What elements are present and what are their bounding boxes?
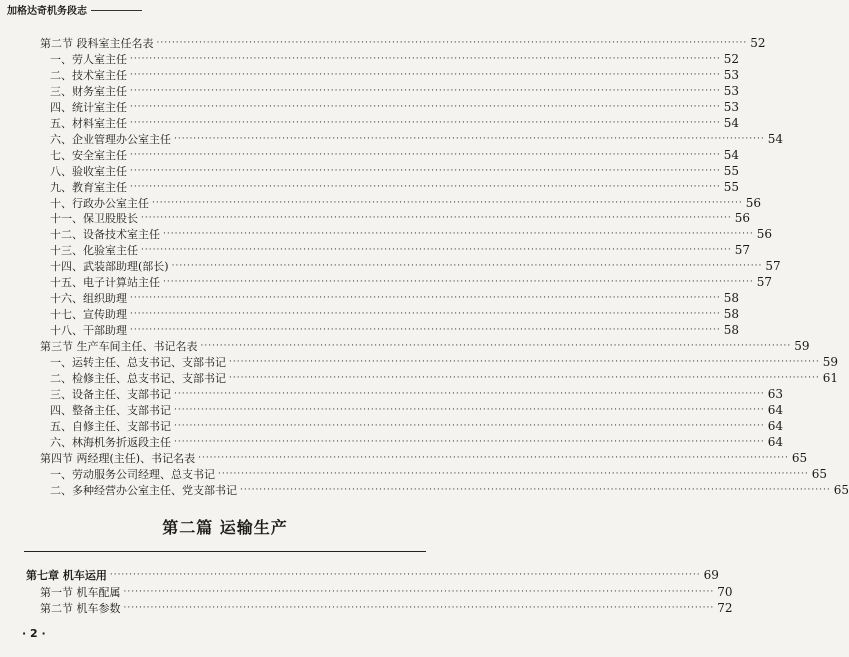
toc-entry-label: 十四、武装部助理(部长) <box>50 260 169 274</box>
toc-entry-label: 第一节 机车配属 <box>40 585 121 599</box>
toc-entry-page: 56 <box>745 195 761 210</box>
dot-leader: ························································································································································· <box>130 101 721 112</box>
toc-entry <box>50 258 781 274</box>
toc-entry-label: 八、验收室主任 <box>50 164 127 178</box>
toc-entry <box>50 466 827 482</box>
dot-leader: ························································································································································· <box>156 38 748 48</box>
toc-entry <box>50 67 739 83</box>
toc-entry-page: 55 <box>723 163 739 178</box>
toc-entry <box>50 210 750 226</box>
toc-entry-label: 一、劳人室主任 <box>50 52 127 66</box>
toc-entry <box>50 418 783 434</box>
toc-entry-page: 59 <box>794 339 810 354</box>
toc-entry <box>50 242 750 258</box>
toc-entry-label: 十七、宣传助理 <box>50 308 127 322</box>
dot-leader: ························································································································································· <box>130 309 721 320</box>
toc-entry-page: 70 <box>717 584 733 599</box>
dot-leader: ························································································································································· <box>130 325 721 336</box>
toc-entry-label: 四、整备主任、支部书记 <box>50 403 171 417</box>
toc-entry <box>50 226 772 242</box>
toc-section <box>40 450 808 466</box>
part-divider <box>24 551 426 552</box>
toc-entry <box>50 386 783 402</box>
dot-leader: ························································································································································· <box>174 133 765 144</box>
dot-leader: ························································································································································· <box>130 293 721 304</box>
toc-entry-label: 十五、电子计算站主任 <box>50 276 160 290</box>
toc-entry <box>50 290 739 306</box>
toc-entry-page: 57 <box>756 275 772 290</box>
dot-leader: ························································································································································· <box>200 341 792 352</box>
dot-leader: ························································································································································· <box>130 117 721 128</box>
dot-leader: ························································································································································· <box>152 197 743 208</box>
dot-leader: ························································································································································· <box>130 149 721 160</box>
toc-entry <box>50 434 783 450</box>
dot-leader: ························································································································································· <box>130 53 721 64</box>
toc-entry-page: 56 <box>756 227 772 242</box>
toc-entry <box>50 370 838 386</box>
toc-entry-page: 53 <box>723 67 739 82</box>
toc-entry-label: 三、设备主任、支部书记 <box>50 387 171 401</box>
toc-entry-page: 57 <box>734 243 750 258</box>
toc-section <box>40 600 733 616</box>
toc-entry-label: 二、技术室主任 <box>50 68 127 82</box>
toc-entry-page: 59 <box>822 355 838 369</box>
dot-leader: ························································································································································· <box>174 404 765 415</box>
toc-entry-label: 第四节 两经理(主任)、书记名表 <box>40 451 196 465</box>
toc-entry-label: 十二、设备技术室主任 <box>50 228 160 242</box>
dot-leader: ························································································································································· <box>218 468 809 479</box>
toc-entry-page: 69 <box>703 568 719 582</box>
toc-entry-page: 53 <box>723 99 739 114</box>
toc-entry-page: 72 <box>717 601 733 615</box>
dot-leader: ························································································································································· <box>109 570 701 580</box>
toc-entry-page: 54 <box>723 115 739 130</box>
toc-entry-label: 七、安全室主任 <box>50 148 127 162</box>
dot-leader: ························································································································································· <box>123 586 715 597</box>
dot-leader: ························································································································································· <box>240 484 831 495</box>
toc-entry-label: 三、财务室主任 <box>50 84 127 98</box>
toc-entry <box>50 274 772 290</box>
dot-leader: ························································································································································· <box>174 436 765 447</box>
dot-leader: ························································································································································· <box>229 357 820 367</box>
toc-entry-label: 四、统计室主任 <box>50 100 127 114</box>
toc-entry-page: 52 <box>750 36 766 50</box>
toc-entry-label: 五、自修主任、支部书记 <box>50 419 171 433</box>
dot-leader: ························································································································································· <box>174 388 765 399</box>
dot-leader: ························································································································································· <box>123 603 715 613</box>
toc-entry <box>50 179 739 195</box>
toc-entry <box>50 482 849 498</box>
toc-entry-page: 52 <box>723 51 739 66</box>
toc-chapter <box>26 567 719 583</box>
toc-entry-page: 55 <box>723 179 739 194</box>
toc-entry-label: 六、林海机务折返段主任 <box>50 435 171 449</box>
dot-leader: ························································································································································· <box>130 181 721 192</box>
toc-entry-label: 六、企业管理办公室主任 <box>50 132 171 146</box>
toc-entry-page: 64 <box>767 418 783 433</box>
toc-entry-page: 65 <box>791 450 808 465</box>
toc-entry-label: 二、检修主任、总支书记、支部书记 <box>50 371 226 385</box>
toc-entry-label: 十一、保卫股股长 <box>50 212 138 226</box>
toc-entry <box>50 354 838 370</box>
book-title: 加格达奇机务段志 <box>7 5 87 17</box>
toc-entry-page: 58 <box>723 307 739 322</box>
toc-entry-page: 58 <box>723 323 739 338</box>
dot-leader: ························································································································································· <box>163 229 754 240</box>
toc-entry <box>50 51 739 67</box>
toc-entry-page: 64 <box>767 434 783 449</box>
toc-entry <box>50 195 761 211</box>
toc-entry-label: 十、行政办公室主任 <box>50 196 149 210</box>
toc-entry-page: 63 <box>767 386 783 401</box>
toc-entry-page: 54 <box>723 147 739 162</box>
toc-entry <box>50 147 739 163</box>
page-number: · 2 · <box>22 627 46 640</box>
toc-entry-label: 第二节 段科室主任名表 <box>40 37 154 50</box>
dot-leader: ························································································································································· <box>174 420 765 431</box>
toc-entry-label: 一、劳动服务公司经理、总支书记 <box>50 467 215 481</box>
toc-entry-page: 64 <box>767 402 783 417</box>
toc-entry-page: 54 <box>767 131 783 146</box>
toc-entry <box>50 163 739 179</box>
dot-leader: ························································································································································· <box>141 245 732 256</box>
toc-entry-page: 65 <box>811 466 827 481</box>
toc-entry-label: 一、运转主任、总支书记、支部书记 <box>50 356 226 369</box>
toc-entry-page: 61 <box>822 370 838 385</box>
toc-section <box>40 35 766 51</box>
toc-entry-label: 第二节 机车参数 <box>40 602 121 615</box>
toc-section <box>40 584 733 600</box>
toc-entry-label: 十六、组织助理 <box>50 292 127 306</box>
dot-leader: ························································································································································· <box>130 165 721 176</box>
toc-entry-label: 十三、化验室主任 <box>50 244 138 258</box>
toc-entry-label: 二、多种经营办公室主任、党支部书记 <box>50 483 237 497</box>
toc-entry <box>50 99 739 115</box>
toc-entry-page: 58 <box>723 291 739 306</box>
toc-entry <box>50 402 783 418</box>
toc-entry <box>50 322 739 338</box>
dot-leader: ························································································································································· <box>163 277 754 288</box>
toc-entry-label: 第七章 机车运用 <box>26 569 107 582</box>
toc-entry <box>50 306 739 322</box>
dot-leader: ························································································································································· <box>130 69 721 80</box>
toc-section <box>40 338 810 354</box>
dot-leader: ························································································································································· <box>229 372 820 383</box>
toc-entry <box>50 83 739 99</box>
part-title: 第二篇 运输生产 <box>162 518 288 537</box>
toc-entry-label: 第三节 生产车间主任、书记名表 <box>40 340 198 354</box>
dot-leader: ························································································································································· <box>141 213 732 224</box>
toc-entry-page: 53 <box>723 83 739 98</box>
dot-leader: ························································································································································· <box>130 85 721 96</box>
toc-entry-page: 57 <box>765 259 781 274</box>
toc-entry-label: 五、材料室主任 <box>50 116 127 130</box>
toc-entry <box>50 131 783 147</box>
toc-entry-page: 65 <box>833 482 849 497</box>
toc-entry-label: 十八、干部助理 <box>50 324 127 338</box>
toc-entry-page: 56 <box>734 211 750 226</box>
dot-leader: ························································································································································· <box>171 261 763 272</box>
toc-entry <box>50 115 739 131</box>
toc-entry-label: 九、教育室主任 <box>50 180 127 194</box>
dot-leader: ························································································································································· <box>198 452 789 463</box>
